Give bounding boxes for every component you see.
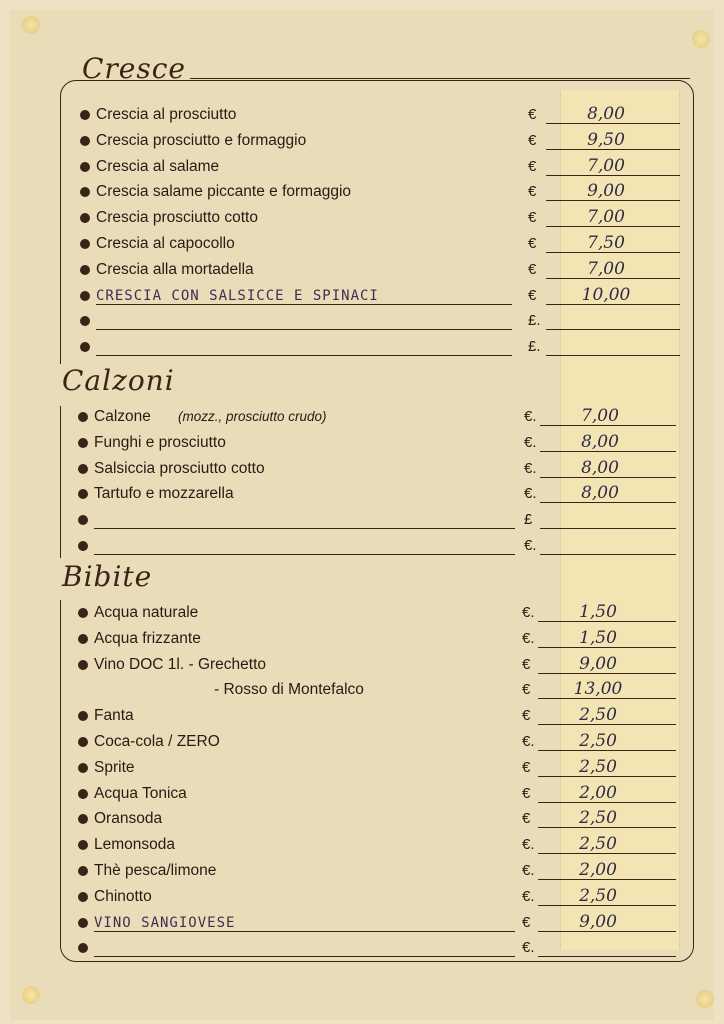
currency-symbol: €: [528, 131, 537, 149]
item-price: 8,00: [581, 457, 619, 478]
item-price: 2,00: [579, 782, 617, 803]
bullet-dot: [78, 814, 88, 824]
item-label: Salsiccia prosciutto cotto: [94, 459, 265, 477]
item-price: 8,00: [587, 104, 625, 124]
title-rule-cresce: [190, 78, 690, 79]
currency-symbol: €: [528, 260, 537, 278]
item-label: Thè pesca/limone: [94, 862, 217, 879]
item-price: 9,00: [579, 653, 617, 674]
currency-symbol: €.: [522, 733, 535, 750]
currency-symbol: €: [522, 913, 531, 931]
currency-symbol: £.: [528, 338, 541, 356]
menu-item: [78, 535, 700, 557]
item-label: - Rosso di Montefalco: [214, 681, 364, 699]
currency-symbol: €: [528, 286, 537, 304]
pin-bottom-left: [22, 986, 40, 1004]
menu-item: [78, 628, 700, 650]
bullet-dot: [80, 187, 90, 197]
bullet-dot: [80, 342, 90, 352]
pin-bottom-right: [696, 990, 714, 1008]
item-price: 7,00: [587, 155, 625, 176]
menu-item: [80, 156, 700, 178]
menu-item: [78, 912, 700, 934]
bullet-dot: [78, 866, 88, 876]
currency-symbol: €: [528, 183, 537, 201]
item-label: Fanta: [94, 707, 134, 725]
blank-line: [94, 528, 515, 529]
menu-item: [80, 130, 700, 152]
menu-item: [78, 458, 700, 480]
menu-item: [78, 860, 700, 882]
menu-item: [80, 233, 700, 255]
item-price: 1,50: [579, 627, 617, 648]
menu-item: [80, 259, 700, 281]
bullet-dot: [78, 608, 88, 618]
currency-symbol: €: [522, 758, 531, 776]
menu-item: [78, 834, 700, 856]
item-label: Vino DOC 1l. - Grechetto: [94, 655, 267, 673]
item-label: Crescia alla mortadella: [96, 260, 254, 278]
bullet-dot: [80, 162, 90, 172]
item-label: Calzone: [94, 408, 151, 425]
section-title-cresce: Cresce: [82, 52, 186, 85]
item-price: 9,50: [587, 129, 625, 150]
item-price: 13,00: [573, 679, 623, 700]
item-price: 2,50: [579, 731, 617, 751]
item-label: Acqua frizzante: [94, 629, 201, 647]
item-price: 2,50: [579, 834, 617, 855]
item-label: VINO SANGIOVESE: [94, 914, 236, 931]
item-label: Lemonsoda: [94, 836, 176, 854]
currency-symbol: €: [522, 810, 531, 828]
price-line: [546, 329, 680, 330]
currency-symbol: €.: [522, 887, 535, 905]
bullet-dot: [80, 265, 90, 275]
item-note: (mozz., prosciutto crudo): [178, 409, 327, 424]
item-label: Sprite: [94, 758, 135, 776]
menu-item: [80, 207, 700, 229]
currency-symbol: €: [522, 681, 531, 699]
price-line: [546, 355, 680, 356]
bullet-dot: [78, 737, 88, 747]
currency-symbol: €: [528, 235, 537, 252]
currency-symbol: €.: [522, 604, 535, 621]
bullet-dot: [78, 892, 88, 902]
menu-item: [78, 783, 700, 805]
bullet-dot: [78, 763, 88, 773]
menu-item: [78, 432, 700, 454]
item-label: Oransoda: [94, 810, 163, 828]
item-label: Chinotto: [94, 887, 152, 905]
menu-item: [78, 654, 700, 676]
bullet-dot: [80, 213, 90, 223]
item-price: 2,50: [579, 705, 617, 726]
currency-symbol: €.: [522, 862, 535, 879]
menu-item: [78, 757, 700, 779]
menu-item: [80, 310, 700, 332]
currency-symbol: €: [522, 707, 531, 725]
blank-line: [94, 554, 515, 555]
bullet-dot: [78, 660, 88, 670]
item-price: 8,00: [581, 431, 619, 452]
bullet-dot: [80, 239, 90, 249]
currency-symbol: €.: [524, 485, 537, 503]
price-line: [540, 554, 676, 555]
currency-symbol: €.: [522, 836, 535, 854]
bullet-dot: [80, 110, 90, 120]
currency-symbol: €.: [524, 433, 537, 451]
currency-symbol: €.: [524, 408, 537, 425]
item-label: CRESCIA CON SALSICCE E SPINACI: [96, 287, 379, 304]
item-label: Crescia salame piccante e formaggio: [96, 183, 352, 201]
item-price: 10,00: [581, 284, 631, 305]
item-price: 7,50: [587, 233, 625, 253]
currency-symbol: €: [522, 784, 531, 802]
bullet-dot: [80, 291, 90, 301]
item-price: 9,00: [587, 181, 625, 202]
item-label: Crescia prosciutto e formaggio: [96, 131, 307, 149]
currency-symbol: €: [528, 157, 537, 175]
blank-line: [96, 329, 512, 330]
menu-item: [78, 937, 700, 959]
bullet-dot: [78, 634, 88, 644]
item-label: Crescia al salame: [96, 157, 220, 175]
bullet-dot: [80, 136, 90, 146]
section-title-calzoni: Calzoni: [62, 364, 175, 397]
item-label: Crescia al capocollo: [96, 235, 235, 252]
blank-line: [94, 956, 515, 957]
currency-symbol: €.: [522, 939, 535, 957]
menu-item: [80, 181, 700, 203]
currency-symbol: €.: [522, 629, 535, 647]
menu-item: [78, 483, 700, 505]
menu-item: [78, 509, 700, 531]
bullet-dot: [78, 412, 88, 422]
item-price: 7,00: [587, 207, 625, 228]
bullet-dot: [78, 789, 88, 799]
currency-symbol: €: [528, 106, 537, 123]
currency-symbol: £.: [528, 312, 541, 330]
item-label: Funghi e prosciutto: [94, 433, 226, 451]
blank-line: [94, 931, 515, 932]
menu-item: [78, 705, 700, 727]
bullet-dot: [78, 541, 88, 551]
menu-item: [80, 336, 700, 358]
item-label: Acqua naturale: [94, 604, 199, 621]
menu-item: [78, 602, 700, 624]
blank-line: [96, 355, 512, 356]
item-price: 1,50: [579, 602, 617, 622]
item-price: 8,00: [581, 483, 619, 504]
currency-symbol: €.: [524, 459, 537, 477]
menu-item: [78, 731, 700, 753]
menu-item: [78, 886, 700, 908]
pin-top-right: [692, 30, 710, 48]
bullet-dot: [78, 711, 88, 721]
menu-item: [80, 285, 700, 307]
currency-symbol: £: [524, 511, 533, 529]
item-price: 2,50: [579, 808, 617, 829]
item-price: 2,00: [579, 860, 617, 880]
bullet-dot: [80, 316, 90, 326]
section-title-bibite: Bibite: [62, 560, 153, 593]
bullet-dot: [78, 918, 88, 928]
item-label: Tartufo e mozzarella: [94, 485, 234, 503]
price-line: [538, 956, 676, 957]
item-price: 7,00: [581, 406, 619, 426]
bullet-dot: [78, 489, 88, 499]
bullet-dot: [78, 438, 88, 448]
item-label: Crescia al prosciutto: [96, 106, 237, 123]
currency-symbol: €: [528, 209, 537, 227]
bullet-dot: [78, 464, 88, 474]
item-price: 9,00: [579, 911, 617, 932]
item-price: 2,50: [579, 885, 617, 906]
menu-item: [80, 104, 700, 126]
bullet-dot: [78, 943, 88, 953]
pin-top-left: [22, 16, 40, 34]
menu-item: [78, 406, 700, 428]
item-label: Crescia prosciutto cotto: [96, 209, 258, 227]
currency-symbol: €: [522, 655, 531, 673]
blank-line: [96, 304, 512, 305]
menu-item: [78, 679, 700, 701]
menu-item: [78, 808, 700, 830]
item-price: 7,00: [587, 258, 625, 279]
bullet-dot: [78, 840, 88, 850]
currency-symbol: €.: [524, 537, 537, 554]
item-price: 2,50: [579, 756, 617, 777]
item-label: Coca-cola / ZERO: [94, 733, 220, 750]
item-label: Acqua Tonica: [94, 784, 187, 802]
price-line: [540, 528, 676, 529]
bullet-dot: [78, 515, 88, 525]
